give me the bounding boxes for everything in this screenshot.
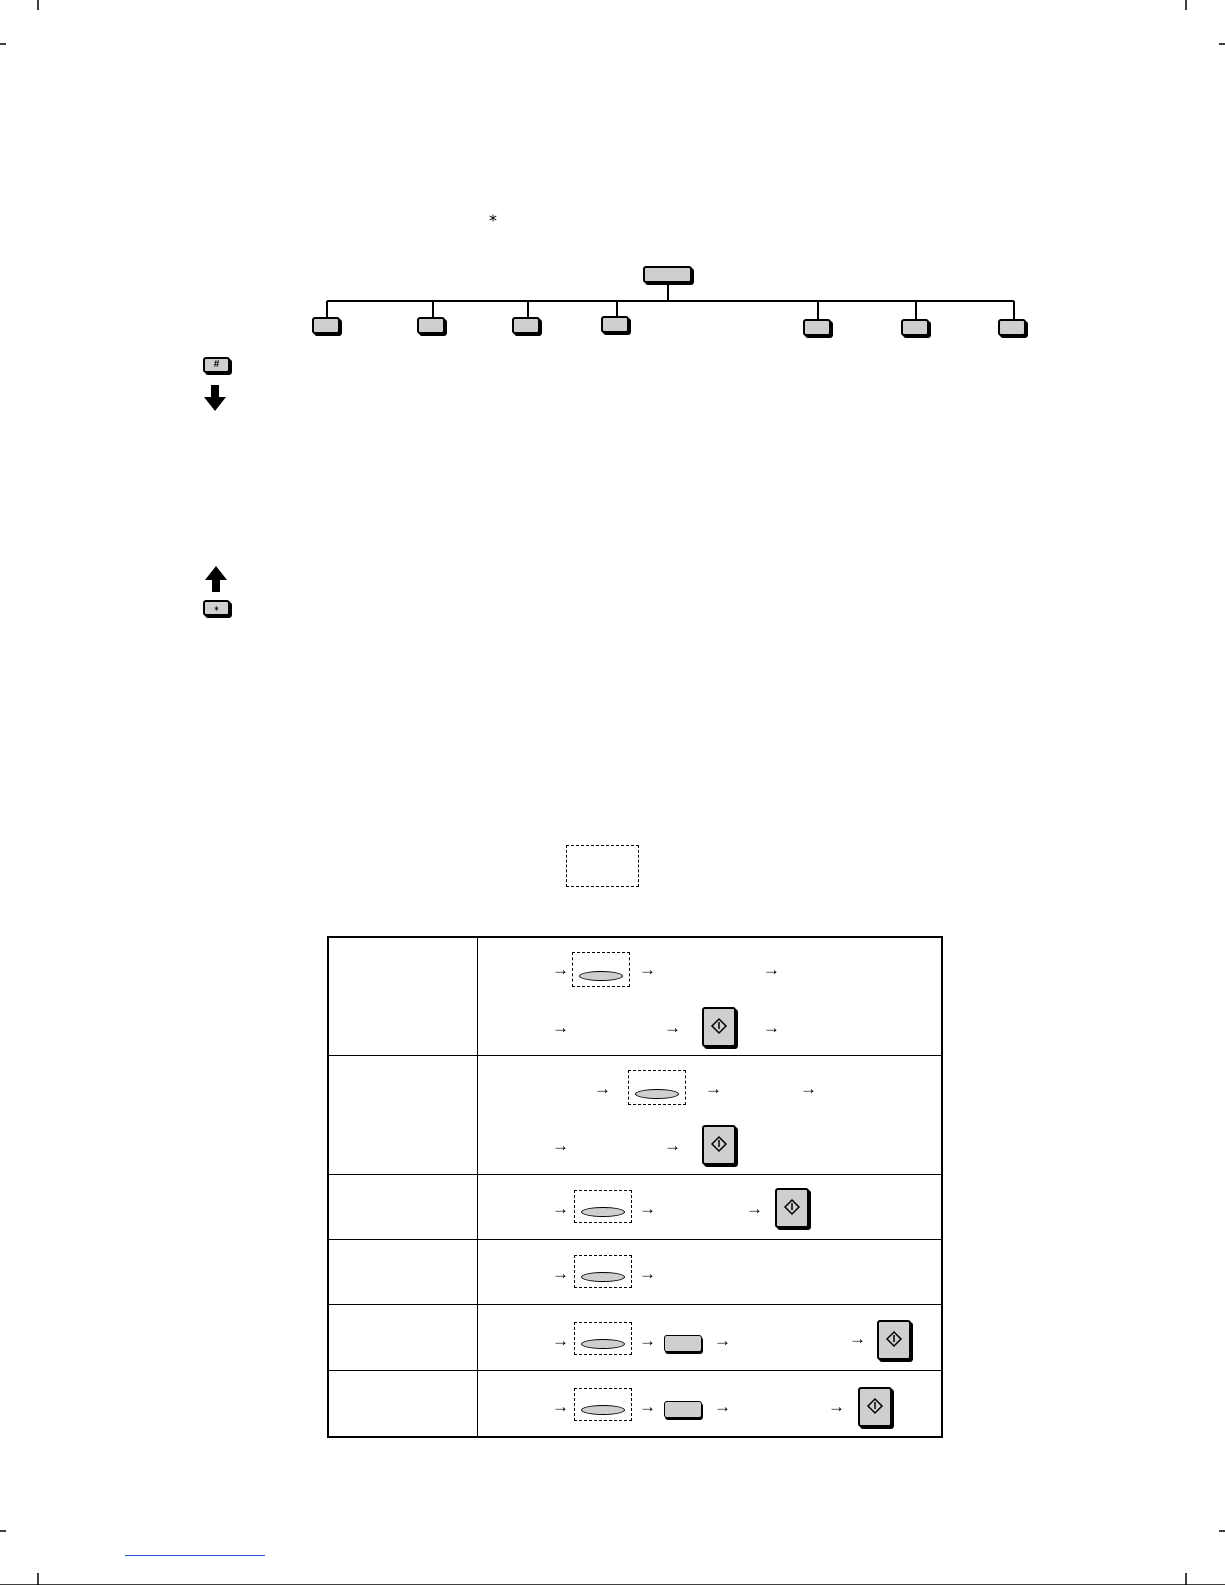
step-arrow: →	[552, 1199, 569, 1218]
start-key[interactable]	[702, 1007, 736, 1047]
up-arrow-icon	[205, 566, 227, 592]
oval-key-box	[574, 1190, 632, 1223]
step-arrow: →	[552, 1136, 569, 1155]
oval-key[interactable]	[635, 1089, 679, 1099]
step-arrow: →	[639, 1199, 656, 1218]
step-arrow: →	[828, 1397, 845, 1416]
step-arrow: →	[552, 1397, 569, 1416]
footer-link-underline[interactable]	[125, 1555, 265, 1556]
oval-key-box	[574, 1255, 632, 1288]
step-arrow: →	[705, 1079, 722, 1098]
oval-key[interactable]	[581, 1405, 625, 1415]
start-key-icon	[860, 1389, 890, 1425]
oval-key-box	[574, 1388, 632, 1421]
function-key-6[interactable]	[901, 319, 929, 336]
function-key-3[interactable]	[512, 317, 540, 334]
down-arrow-icon	[204, 385, 226, 411]
step-arrow: →	[639, 1331, 656, 1350]
key-tree-lines	[0, 0, 1225, 400]
table-row-divider	[329, 1055, 941, 1056]
start-key-icon	[704, 1009, 734, 1045]
step-arrow: →	[664, 1018, 681, 1037]
function-key-5[interactable]	[803, 319, 831, 336]
oval-key-box	[572, 952, 630, 987]
table-row-divider	[329, 1304, 941, 1305]
oval-key[interactable]	[581, 1272, 625, 1282]
function-key-4[interactable]	[601, 316, 629, 333]
flat-key[interactable]	[664, 1335, 702, 1352]
step-arrow: →	[763, 1018, 780, 1037]
table-row-divider	[329, 1239, 941, 1240]
start-key[interactable]	[702, 1125, 736, 1165]
oval-key-box	[574, 1322, 632, 1355]
oval-key[interactable]	[579, 971, 623, 981]
step-arrow: →	[552, 960, 569, 979]
step-arrow: →	[714, 1331, 731, 1350]
step-arrow: →	[849, 1329, 866, 1348]
step-arrow: →	[594, 1079, 611, 1098]
start-key-icon	[777, 1190, 807, 1226]
table-column-divider	[477, 938, 478, 1436]
function-key-7[interactable]	[998, 319, 1026, 336]
oval-key-box	[628, 1070, 686, 1105]
hash-key-label: #	[213, 359, 220, 370]
flat-key[interactable]	[664, 1401, 702, 1418]
step-arrow: →	[552, 1264, 569, 1283]
start-key[interactable]	[775, 1188, 809, 1228]
step-arrow: →	[552, 1331, 569, 1350]
step-arrow: →	[800, 1079, 817, 1098]
function-key-1[interactable]	[312, 317, 340, 334]
start-key-icon	[879, 1322, 909, 1358]
dashed-legend-box	[566, 845, 639, 887]
start-key-icon	[704, 1127, 734, 1163]
step-arrow: →	[639, 960, 656, 979]
step-arrow: →	[746, 1199, 763, 1218]
step-arrow: →	[714, 1397, 731, 1416]
function-key-2[interactable]	[417, 317, 445, 334]
star-key-label: ⁎	[214, 603, 219, 612]
step-arrow: →	[552, 1018, 569, 1037]
start-key[interactable]	[858, 1387, 892, 1427]
step-arrow: →	[639, 1264, 656, 1283]
table-row-divider	[329, 1174, 941, 1175]
menu-key[interactable]	[643, 266, 692, 283]
star-symbol: ⁎	[489, 208, 497, 225]
star-key[interactable]	[203, 600, 230, 616]
procedure-table	[327, 936, 943, 1438]
hash-key[interactable]	[203, 357, 230, 373]
step-arrow: →	[664, 1136, 681, 1155]
step-arrow: →	[763, 960, 780, 979]
step-arrow: →	[639, 1397, 656, 1416]
oval-key[interactable]	[581, 1339, 625, 1349]
table-row-divider	[329, 1370, 941, 1371]
oval-key[interactable]	[581, 1207, 625, 1217]
start-key[interactable]	[877, 1320, 911, 1360]
